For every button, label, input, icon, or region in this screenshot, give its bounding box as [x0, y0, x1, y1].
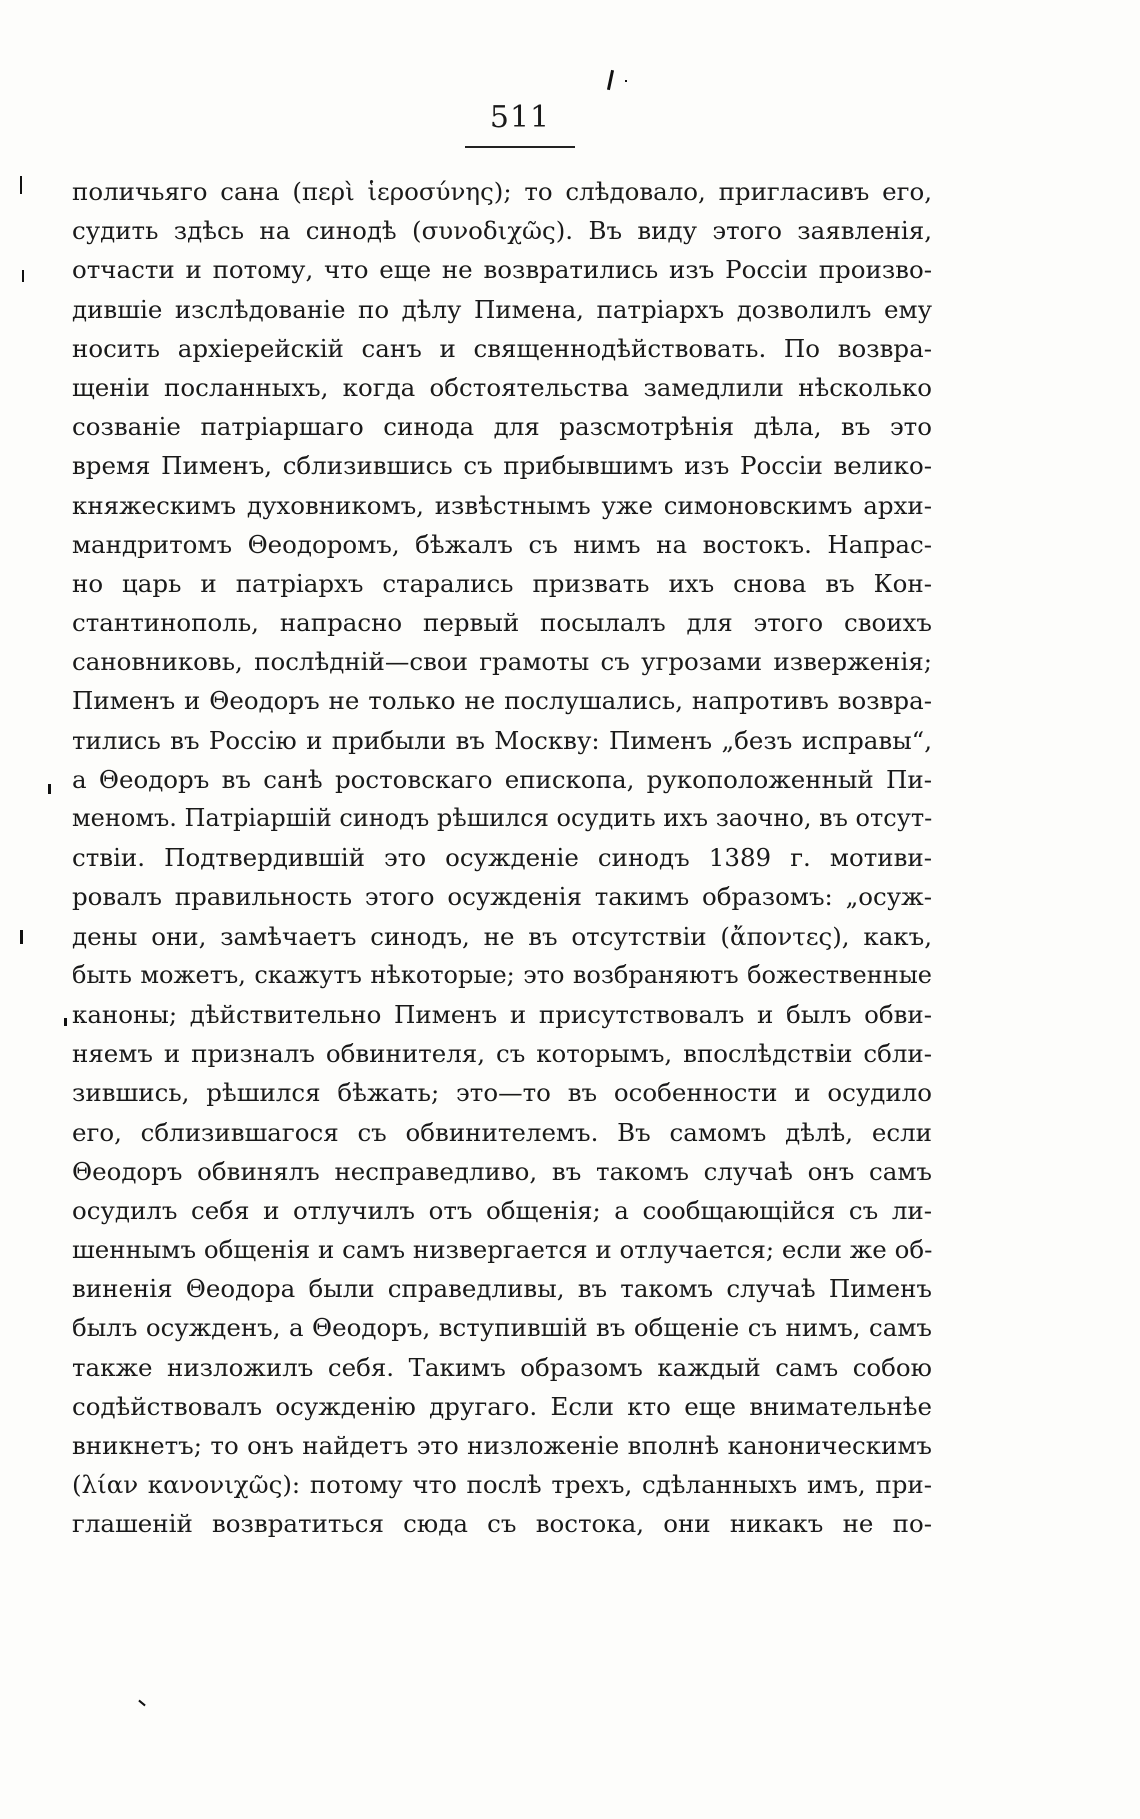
text-line: осудилъ себя и отлучилъ отъ общенія; а сообщающійся съ ли-: [72, 1195, 932, 1225]
scan-speck: [607, 70, 614, 90]
text-line: меномъ. Патріаршій синодъ рѣшился осудить ихъ заочно, въ отсут-: [72, 804, 932, 832]
text-line: судить здѣсь на синодѣ (συνοδιχῶς). Въ виду этого заявленія,: [72, 216, 932, 246]
text-line: глашеній возвратиться сюда съ востока, они никакъ не по-: [72, 1509, 932, 1539]
text-line: тились въ Россію и прибыли въ Москву: Пименъ „безъ исправы“,: [72, 725, 932, 755]
text-line: но царь и патріархъ старались призвать ихъ снова въ Кон-: [72, 568, 932, 598]
text-line: сановниковь, послѣдній—свои грамоты съ угрозами изверженія;: [72, 647, 932, 677]
text-line: мандритомъ Θеодоромъ, бѣжалъ съ нимъ на востокъ. Напрас-: [72, 529, 932, 559]
text-line: вникнетъ; то онъ найдетъ это низложеніе вполнѣ каноническимъ: [72, 1431, 932, 1460]
text-line: няемъ и призналъ обвинителя, съ которымъ, впослѣдствіи сбли-: [72, 1039, 932, 1069]
text-line: Θеодоръ обвинялъ несправедливо, въ такомъ случаѣ онъ самъ: [72, 1156, 932, 1186]
scan-speck: [20, 176, 22, 194]
text-line: его, сблизившагося съ обвинителемъ. Въ самомъ дѣлѣ, если: [72, 1117, 932, 1147]
text-line: дившіе изслѣдованіе по дѣлу Пимена, патріархъ дозволилъ ему: [72, 294, 932, 324]
scan-speck: [138, 1700, 145, 1707]
text-line: щеніи посланныхъ, когда обстоятельства замедлили нѣсколько: [72, 372, 932, 402]
text-line: шеннымъ общенія и самъ низвергается и отлучается; если же об-: [72, 1235, 932, 1265]
scan-speck: [22, 270, 24, 282]
page-number: 511: [489, 100, 551, 135]
scan-speck: [48, 784, 51, 794]
text-line: быть можетъ, скажутъ нѣкоторые; это возбраняютъ божественные: [72, 960, 932, 989]
text-line: отчасти и потому, что еще не возвратились изъ Россіи произво-: [72, 255, 932, 285]
text-line: виненія Θеодора были справедливы, въ такомъ случаѣ Пименъ: [72, 1274, 932, 1304]
text-line: время Пименъ, сблизившись съ прибывшимъ изъ Россіи велико-: [72, 451, 932, 481]
body-text: [72, 172, 932, 1544]
text-line: а Θеодоръ въ санѣ ростовскаго епископа, рукоположенный Пи-: [72, 764, 932, 794]
text-line: созваніе патріаршаго синода для разсмотрѣнія дѣла, въ это: [72, 412, 932, 442]
text-line: каноны; дѣйствительно Пименъ и присутствовалъ и былъ обви-: [72, 999, 932, 1029]
text-line: дены они, замѣчаетъ синодъ, не въ отсутствіи (ἄποντες), какъ,: [72, 921, 932, 951]
text-line: ровалъ правильность этого осужденія такимъ образомъ: „осуж-: [72, 882, 932, 912]
text-line: княжескимъ духовникомъ, извѣстнымъ уже симоновскимъ архи-: [72, 490, 932, 520]
text-line: ствіи. Подтвердившій это осужденіе синодъ 1389 г. мотиви-: [72, 843, 932, 873]
text-line: содѣйствовалъ осужденію другаго. Если кто еще внимательнѣе: [72, 1391, 932, 1421]
scan-speck: [625, 80, 627, 82]
page-number-rule: [465, 146, 575, 148]
text-line: былъ осужденъ, а Θеодоръ, вступившій въ общеніе съ нимъ, самъ: [72, 1313, 932, 1343]
text-line: зившись, рѣшился бѣжать; это—то въ особенности и осудило: [72, 1078, 932, 1108]
scan-speck: [20, 930, 23, 944]
scan-speck: [64, 1018, 67, 1026]
text-line: (λίαν κανονιχῶς): потому что послѣ трехъ, сдѣланныхъ имъ, при-: [72, 1470, 932, 1500]
text-line: носить архіерейскій санъ и священнодѣйствовать. По возвра-: [72, 333, 932, 363]
text-line: Пименъ и Θеодоръ не только не послушались, напротивъ возвра-: [72, 686, 932, 716]
text-line: также низложилъ себя. Такимъ образомъ каждый самъ собою: [72, 1352, 932, 1382]
text-line: стантинополь, напрасно первый посылалъ для этого своихъ: [72, 608, 932, 638]
text-line: поличьяго сана (περὶ ἱεροσύνης); то слѣдовало, пригласивъ его,: [72, 177, 932, 206]
